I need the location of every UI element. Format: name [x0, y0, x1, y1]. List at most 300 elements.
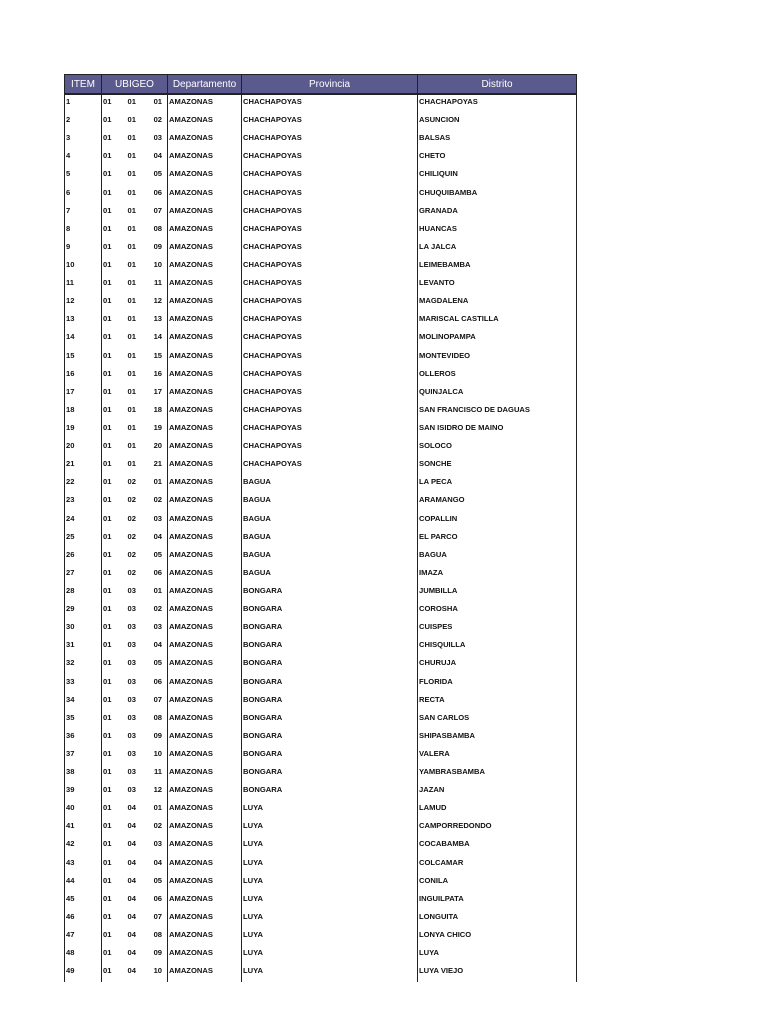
ubigeo-prov-code-cell: 02	[127, 567, 136, 577]
ubigeo-prov-code-cell: 03	[127, 748, 136, 758]
ubigeo-prov-code-cell: 01	[127, 441, 136, 451]
provincia-cell: LUYA	[242, 892, 418, 910]
provincia-cell: BONGARA	[242, 729, 418, 747]
distrito-cell: CHISQUILLA	[418, 638, 577, 656]
provincia-cell: CHACHAPOYAS	[242, 349, 418, 367]
departamento-cell: AMAZONAS	[168, 512, 242, 530]
item-cell: 28	[65, 584, 102, 602]
ubigeo-prov-code-cell: 01	[127, 459, 136, 469]
ubigeo-dist-code-cell: 17	[144, 385, 168, 403]
table-row	[65, 747, 577, 765]
ubigeo-dist-code-cell: 08	[144, 222, 168, 240]
provincia-cell: CHACHAPOYAS	[242, 258, 418, 276]
ubigeo-prov-code-cell: 01	[127, 422, 136, 432]
ubigeo-dist-code-cell: 01	[144, 94, 168, 113]
item-cell: 41	[65, 819, 102, 837]
provincia-cell: BAGUA	[242, 493, 418, 511]
header-provincia: Provincia	[242, 75, 418, 95]
ubigeo-dept-code-cell: 01	[102, 330, 124, 348]
departamento-cell: AMAZONAS	[168, 530, 242, 548]
ubigeo-dept-code-cell: 01	[102, 475, 124, 493]
departamento-cell: AMAZONAS	[168, 620, 242, 638]
distrito-cell: COCABAMBA	[418, 837, 577, 855]
item-cell: 4	[65, 149, 102, 167]
ubigeo-prov-code-cell: 03	[127, 712, 136, 722]
departamento-cell: AMAZONAS	[168, 566, 242, 584]
ubigeo-prov-code-cell: 03	[127, 585, 136, 595]
departamento-cell: AMAZONAS	[168, 602, 242, 620]
ubigeo-dist-code-cell: 11	[144, 276, 168, 294]
table-row	[65, 874, 577, 892]
table-row	[65, 186, 577, 204]
ubigeo-dist-code-cell: 21	[144, 457, 168, 475]
provincia-cell: LUYA	[242, 819, 418, 837]
ubigeo-dist-code-cell: 03	[144, 512, 168, 530]
ubigeo-prov-code-cell: 01	[127, 205, 136, 215]
ubigeo-dist-code-cell: 19	[144, 421, 168, 439]
ubigeo-dept-code-cell: 01	[102, 421, 124, 439]
table-row	[65, 548, 577, 566]
provincia-cell: CHACHAPOYAS	[242, 312, 418, 330]
item-cell: 14	[65, 330, 102, 348]
departamento-cell: AMAZONAS	[168, 367, 242, 385]
ubigeo-dist-code-cell: 18	[144, 403, 168, 421]
ubigeo-dist-code-cell: 14	[144, 330, 168, 348]
item-cell: 18	[65, 403, 102, 421]
distrito-cell: CONILA	[418, 874, 577, 892]
distrito-cell: CHACHAPOYAS	[418, 94, 577, 113]
table-row	[65, 946, 577, 964]
ubigeo-prov-code-cell: 03	[127, 767, 136, 777]
table-row	[65, 94, 577, 113]
provincia-cell: BONGARA	[242, 783, 418, 801]
table-row	[65, 729, 577, 747]
ubigeo-dept-code-cell: 01	[102, 892, 124, 910]
table-row	[65, 421, 577, 439]
departamento-cell: AMAZONAS	[168, 928, 242, 946]
provincia-cell: LUYA	[242, 801, 418, 819]
table-row	[65, 765, 577, 783]
ubigeo-prov-code-cell: 01	[127, 332, 136, 342]
ubigeo-dist-code-cell: 12	[144, 294, 168, 312]
header-item: ITEM	[65, 75, 102, 95]
ubigeo-prov-code-cell: 03	[127, 694, 136, 704]
ubigeo-table	[64, 74, 577, 982]
departamento-cell: AMAZONAS	[168, 330, 242, 348]
ubigeo-dept-code-cell: 01	[102, 747, 124, 765]
distrito-cell: LUYA	[418, 946, 577, 964]
ubigeo-dept-code-cell: 01	[102, 349, 124, 367]
ubigeo-prov-code-cell: 04	[127, 857, 136, 867]
item-cell: 37	[65, 747, 102, 765]
provincia-cell: BAGUA	[242, 566, 418, 584]
ubigeo-dept-code-cell: 01	[102, 856, 124, 874]
ubigeo-dept-code-cell: 01	[102, 765, 124, 783]
distrito-cell: JAZAN	[418, 783, 577, 801]
departamento-cell: AMAZONAS	[168, 638, 242, 656]
ubigeo-dist-code-cell: 03	[144, 837, 168, 855]
provincia-cell: CHACHAPOYAS	[242, 204, 418, 222]
provincia-cell: CHACHAPOYAS	[242, 186, 418, 204]
distrito-cell: CHILIQUIN	[418, 167, 577, 185]
distrito-cell: JUMBILLA	[418, 584, 577, 602]
ubigeo-dept-code-cell: 01	[102, 457, 124, 475]
ubigeo-prov-code-cell: 01	[127, 259, 136, 269]
distrito-cell: IMAZA	[418, 566, 577, 584]
distrito-cell: MONTEVIDEO	[418, 349, 577, 367]
distrito-cell: BALSAS	[418, 131, 577, 149]
table-row	[65, 964, 577, 982]
distrito-cell: MARISCAL CASTILLA	[418, 312, 577, 330]
ubigeo-prov-code-cell: 02	[127, 549, 136, 559]
provincia-cell: BONGARA	[242, 602, 418, 620]
ubigeo-dept-code-cell: 01	[102, 656, 124, 674]
provincia-cell: BONGARA	[242, 638, 418, 656]
item-cell: 19	[65, 421, 102, 439]
departamento-cell: AMAZONAS	[168, 856, 242, 874]
provincia-cell: CHACHAPOYAS	[242, 167, 418, 185]
ubigeo-dept-code-cell: 01	[102, 367, 124, 385]
departamento-cell: AMAZONAS	[168, 186, 242, 204]
ubigeo-dist-code-cell: 01	[144, 801, 168, 819]
ubigeo-prov-code-cell: 03	[127, 622, 136, 632]
ubigeo-prov-code-cell: 04	[127, 948, 136, 958]
table-row	[65, 566, 577, 584]
departamento-cell: AMAZONAS	[168, 149, 242, 167]
distrito-cell: LONGUITA	[418, 910, 577, 928]
provincia-cell: BAGUA	[242, 548, 418, 566]
provincia-cell: BONGARA	[242, 711, 418, 729]
departamento-cell: AMAZONAS	[168, 801, 242, 819]
item-cell: 45	[65, 892, 102, 910]
ubigeo-prov-code-cell: 04	[127, 893, 136, 903]
ubigeo-dist-code-cell: 11	[144, 765, 168, 783]
distrito-cell: MAGDALENA	[418, 294, 577, 312]
item-cell: 15	[65, 349, 102, 367]
item-cell: 7	[65, 204, 102, 222]
ubigeo-prov-code-cell: 04	[127, 930, 136, 940]
table-row	[65, 113, 577, 131]
item-cell: 32	[65, 656, 102, 674]
ubigeo-dept-code-cell: 01	[102, 493, 124, 511]
ubigeo-dept-code-cell: 01	[102, 439, 124, 457]
departamento-cell: AMAZONAS	[168, 204, 242, 222]
ubigeo-dist-code-cell: 04	[144, 856, 168, 874]
ubigeo-prov-code-cell: 01	[127, 368, 136, 378]
table-row	[65, 330, 577, 348]
distrito-cell: CUISPES	[418, 620, 577, 638]
header-ubigeo: UBIGEO	[102, 75, 168, 95]
ubigeo-dist-code-cell: 09	[144, 729, 168, 747]
table-row	[65, 258, 577, 276]
ubigeo-dept-code-cell: 01	[102, 294, 124, 312]
ubigeo-dist-code-cell: 10	[144, 964, 168, 982]
ubigeo-dept-code-cell: 01	[102, 675, 124, 693]
item-cell: 43	[65, 856, 102, 874]
provincia-cell: BONGARA	[242, 675, 418, 693]
provincia-cell: CHACHAPOYAS	[242, 385, 418, 403]
provincia-cell: BONGARA	[242, 620, 418, 638]
table-header	[65, 75, 577, 95]
table-row	[65, 240, 577, 258]
ubigeo-prov-code-cell: 01	[127, 404, 136, 414]
ubigeo-prov-code-cell: 04	[127, 875, 136, 885]
departamento-cell: AMAZONAS	[168, 258, 242, 276]
departamento-cell: AMAZONAS	[168, 439, 242, 457]
item-cell: 21	[65, 457, 102, 475]
departamento-cell: AMAZONAS	[168, 729, 242, 747]
departamento-cell: AMAZONAS	[168, 421, 242, 439]
ubigeo-dept-code-cell: 01	[102, 149, 124, 167]
item-cell: 35	[65, 711, 102, 729]
item-cell: 29	[65, 602, 102, 620]
ubigeo-dept-code-cell: 01	[102, 602, 124, 620]
ubigeo-prov-code-cell: 01	[127, 97, 136, 106]
provincia-cell: BONGARA	[242, 693, 418, 711]
ubigeo-dept-code-cell: 01	[102, 512, 124, 530]
ubigeo-dist-code-cell: 02	[144, 602, 168, 620]
item-cell: 24	[65, 512, 102, 530]
ubigeo-dept-code-cell: 01	[102, 910, 124, 928]
departamento-cell: AMAZONAS	[168, 874, 242, 892]
table-row	[65, 294, 577, 312]
ubigeo-prov-code-cell: 01	[127, 241, 136, 251]
ubigeo-dept-code-cell: 01	[102, 819, 124, 837]
ubigeo-dept-code-cell: 01	[102, 693, 124, 711]
ubigeo-dist-code-cell: 12	[144, 783, 168, 801]
ubigeo-dept-code-cell: 01	[102, 385, 124, 403]
ubigeo-dept-code-cell: 01	[102, 113, 124, 131]
provincia-cell: BONGARA	[242, 584, 418, 602]
ubigeo-dept-code-cell: 01	[102, 801, 124, 819]
ubigeo-prov-code-cell: 02	[127, 477, 136, 487]
table-row	[65, 439, 577, 457]
ubigeo-dept-code-cell: 01	[102, 638, 124, 656]
ubigeo-dist-code-cell: 05	[144, 167, 168, 185]
distrito-cell: LA PECA	[418, 475, 577, 493]
ubigeo-dist-code-cell: 05	[144, 656, 168, 674]
ubigeo-dist-code-cell: 10	[144, 747, 168, 765]
item-cell: 5	[65, 167, 102, 185]
ubigeo-prov-code-cell: 04	[127, 839, 136, 849]
distrito-cell: ASUNCION	[418, 113, 577, 131]
item-cell: 47	[65, 928, 102, 946]
ubigeo-dist-code-cell: 02	[144, 819, 168, 837]
distrito-cell: OLLEROS	[418, 367, 577, 385]
departamento-cell: AMAZONAS	[168, 113, 242, 131]
distrito-cell: LEIMEBAMBA	[418, 258, 577, 276]
ubigeo-dept-code-cell: 01	[102, 964, 124, 982]
departamento-cell: AMAZONAS	[168, 475, 242, 493]
distrito-cell: LONYA CHICO	[418, 928, 577, 946]
ubigeo-prov-code-cell: 02	[127, 531, 136, 541]
ubigeo-dist-code-cell: 04	[144, 638, 168, 656]
distrito-cell: LA JALCA	[418, 240, 577, 258]
item-cell: 49	[65, 964, 102, 982]
ubigeo-dist-code-cell: 08	[144, 928, 168, 946]
ubigeo-prov-code-cell: 01	[127, 187, 136, 197]
ubigeo-dist-code-cell: 02	[144, 113, 168, 131]
ubigeo-dist-code-cell: 08	[144, 711, 168, 729]
item-cell: 30	[65, 620, 102, 638]
distrito-cell: INGUILPATA	[418, 892, 577, 910]
ubigeo-dist-code-cell: 16	[144, 367, 168, 385]
table-row	[65, 620, 577, 638]
table-row	[65, 693, 577, 711]
provincia-cell: LUYA	[242, 837, 418, 855]
ubigeo-dist-code-cell: 04	[144, 149, 168, 167]
ubigeo-prov-code-cell: 01	[127, 223, 136, 233]
ubigeo-prov-code-cell: 01	[127, 133, 136, 143]
ubigeo-dist-code-cell: 07	[144, 910, 168, 928]
distrito-cell: CHURUJA	[418, 656, 577, 674]
table-row	[65, 530, 577, 548]
table-row	[65, 783, 577, 801]
departamento-cell: AMAZONAS	[168, 240, 242, 258]
ubigeo-dept-code-cell: 01	[102, 94, 124, 113]
ubigeo-dist-code-cell: 09	[144, 240, 168, 258]
ubigeo-dept-code-cell: 01	[102, 584, 124, 602]
item-cell: 3	[65, 131, 102, 149]
distrito-cell: MOLINOPAMPA	[418, 330, 577, 348]
table-row	[65, 222, 577, 240]
departamento-cell: AMAZONAS	[168, 167, 242, 185]
distrito-cell: CHUQUIBAMBA	[418, 186, 577, 204]
distrito-cell: SOLOCO	[418, 439, 577, 457]
ubigeo-prov-code-cell: 03	[127, 604, 136, 614]
ubigeo-prov-code-cell: 01	[127, 296, 136, 306]
item-cell: 36	[65, 729, 102, 747]
item-cell: 20	[65, 439, 102, 457]
distrito-cell: SONCHE	[418, 457, 577, 475]
departamento-cell: AMAZONAS	[168, 837, 242, 855]
departamento-cell: AMAZONAS	[168, 222, 242, 240]
ubigeo-prov-code-cell: 01	[127, 278, 136, 288]
ubigeo-dist-code-cell: 03	[144, 131, 168, 149]
ubigeo-prov-code-cell: 01	[127, 350, 136, 360]
departamento-cell: AMAZONAS	[168, 548, 242, 566]
table-body	[65, 94, 577, 982]
table-row	[65, 349, 577, 367]
departamento-cell: AMAZONAS	[168, 584, 242, 602]
ubigeo-prov-code-cell: 03	[127, 676, 136, 686]
header-departamento: Departamento	[168, 75, 242, 95]
item-cell: 2	[65, 113, 102, 131]
ubigeo-prov-code-cell: 03	[127, 640, 136, 650]
departamento-cell: AMAZONAS	[168, 783, 242, 801]
item-cell: 46	[65, 910, 102, 928]
distrito-cell: VALERA	[418, 747, 577, 765]
provincia-cell: LUYA	[242, 964, 418, 982]
ubigeo-prov-code-cell: 02	[127, 495, 136, 505]
ubigeo-dist-code-cell: 06	[144, 675, 168, 693]
ubigeo-prov-code-cell: 01	[127, 115, 136, 125]
distrito-cell: SAN ISIDRO DE MAINO	[418, 421, 577, 439]
provincia-cell: CHACHAPOYAS	[242, 294, 418, 312]
ubigeo-dist-code-cell: 09	[144, 946, 168, 964]
ubigeo-dept-code-cell: 01	[102, 711, 124, 729]
provincia-cell: LUYA	[242, 928, 418, 946]
departamento-cell: AMAZONAS	[168, 910, 242, 928]
table-row	[65, 711, 577, 729]
departamento-cell: AMAZONAS	[168, 94, 242, 113]
item-cell: 22	[65, 475, 102, 493]
item-cell: 44	[65, 874, 102, 892]
ubigeo-dist-code-cell: 04	[144, 530, 168, 548]
ubigeo-dept-code-cell: 01	[102, 258, 124, 276]
item-cell: 40	[65, 801, 102, 819]
table-row	[65, 892, 577, 910]
table-row	[65, 385, 577, 403]
distrito-cell: YAMBRASBAMBA	[418, 765, 577, 783]
provincia-cell: CHACHAPOYAS	[242, 421, 418, 439]
ubigeo-dist-code-cell: 01	[144, 475, 168, 493]
ubigeo-dept-code-cell: 01	[102, 276, 124, 294]
item-cell: 39	[65, 783, 102, 801]
table-row	[65, 675, 577, 693]
table-row	[65, 638, 577, 656]
ubigeo-dist-code-cell: 06	[144, 186, 168, 204]
item-cell: 10	[65, 258, 102, 276]
distrito-cell: COROSHA	[418, 602, 577, 620]
departamento-cell: AMAZONAS	[168, 765, 242, 783]
table-row	[65, 131, 577, 149]
departamento-cell: AMAZONAS	[168, 946, 242, 964]
departamento-cell: AMAZONAS	[168, 711, 242, 729]
ubigeo-prov-code-cell: 01	[127, 151, 136, 161]
table-row	[65, 584, 577, 602]
distrito-cell: SAN FRANCISCO DE DAGUAS	[418, 403, 577, 421]
distrito-cell: COLCAMAR	[418, 856, 577, 874]
item-cell: 1	[65, 94, 102, 113]
table-row	[65, 367, 577, 385]
ubigeo-dist-code-cell: 13	[144, 312, 168, 330]
ubigeo-dist-code-cell: 07	[144, 693, 168, 711]
ubigeo-dist-code-cell: 15	[144, 349, 168, 367]
distrito-cell: COPALLIN	[418, 512, 577, 530]
table-row	[65, 656, 577, 674]
ubigeo-dept-code-cell: 01	[102, 312, 124, 330]
ubigeo-dept-code-cell: 01	[102, 240, 124, 258]
table-row	[65, 856, 577, 874]
departamento-cell: AMAZONAS	[168, 656, 242, 674]
departamento-cell: AMAZONAS	[168, 385, 242, 403]
ubigeo-dept-code-cell: 01	[102, 403, 124, 421]
table-row	[65, 167, 577, 185]
ubigeo-dist-code-cell: 05	[144, 874, 168, 892]
provincia-cell: CHACHAPOYAS	[242, 330, 418, 348]
table-row	[65, 276, 577, 294]
departamento-cell: AMAZONAS	[168, 294, 242, 312]
table-row	[65, 837, 577, 855]
provincia-cell: LUYA	[242, 856, 418, 874]
ubigeo-dept-code-cell: 01	[102, 167, 124, 185]
distrito-cell: LEVANTO	[418, 276, 577, 294]
item-cell: 27	[65, 566, 102, 584]
departamento-cell: AMAZONAS	[168, 693, 242, 711]
item-cell: 17	[65, 385, 102, 403]
departamento-cell: AMAZONAS	[168, 964, 242, 982]
table-row	[65, 801, 577, 819]
table-row	[65, 475, 577, 493]
item-cell: 13	[65, 312, 102, 330]
item-cell: 42	[65, 837, 102, 855]
departamento-cell: AMAZONAS	[168, 131, 242, 149]
departamento-cell: AMAZONAS	[168, 276, 242, 294]
table-row	[65, 493, 577, 511]
departamento-cell: AMAZONAS	[168, 892, 242, 910]
ubigeo-prov-code-cell: 01	[127, 386, 136, 396]
